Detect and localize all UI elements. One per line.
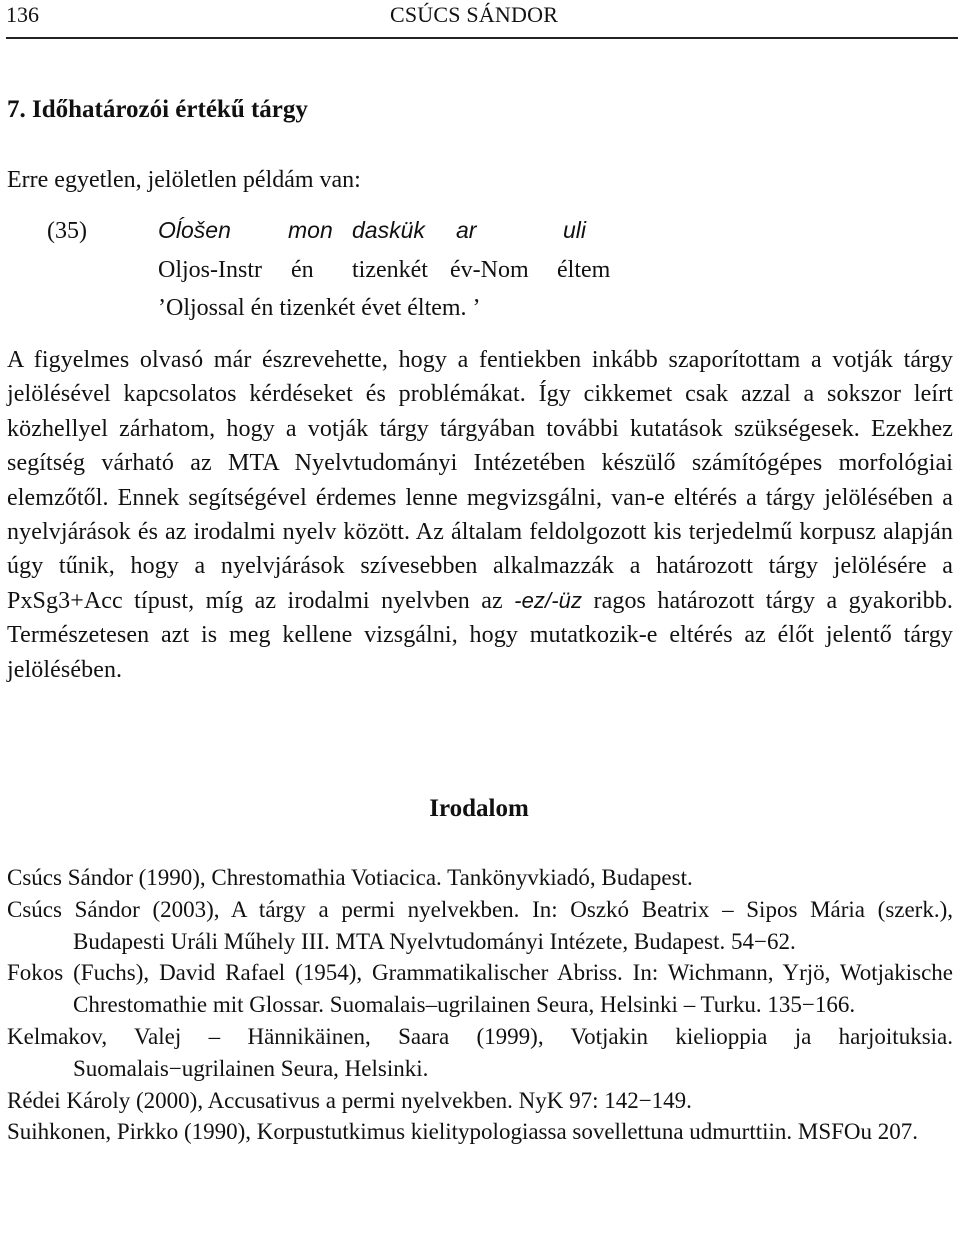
gloss-word: Oljos-Instr <box>158 257 262 283</box>
example-word: Oĺošen <box>158 217 231 243</box>
literature-heading <box>0 795 960 823</box>
header-rule <box>6 37 958 39</box>
gloss-word: éltem <box>557 257 611 283</box>
reference-item: Suihkonen, Pirkko (1990), Korpustutkimus kielitypologiassa sovellettuna udmurttiin. MSFOu 207. <box>7 1119 919 1145</box>
example-word: mon <box>288 217 333 243</box>
page-number: 136 <box>6 2 39 27</box>
example-translation: ’Oljossal én tizenkét évet éltem. ’ <box>158 295 481 321</box>
running-head: CSÚCS SÁNDOR <box>390 2 559 27</box>
example-word: daskük <box>352 217 425 243</box>
body-text-part1: A figyelmes olvasó már észrevehette, hogy a fentiekben inkább szaporítottam a votják tárgy jelölésével kapcsolatos kérdéseket és problémákat. Így cikkemet csak azzal a sokszor leírt közhellyel zárhatom, hogy a votják tárgy tárgyában további kutatások szükségesek. Ezekhez segítség várható az MTA Nyelvtudományi Intézetében készülő számítógépes morfológiai elemzőtől. Ennek segítségével érdemes lenne megvizsgálni, van-e eltérés a tárgy jelölésében a nyelvjárások és az irodalmi nyelv között. Az általam feldolgozott kis terjedelmű korpusz alapján úgy tűnik, hogy a nyelvjárások szívesebben alkalmazzák a határozott tárgy jelölésére a PxSg3+Acc típust, míg az irodalmi nyelvben az <box>7 347 953 614</box>
intro-sentence: Erre egyetlen, jelöletlen példám van: <box>7 167 361 193</box>
reference-item: Fokos (Fuchs), David Rafael (1954), Grammatikalischer Abriss. In: Wichmann, Yrjö, Wotjakische Chrestomathie mit Glossar. Suomalais–ugrilainen Seura, Helsinki – Turku. 135−166. <box>7 960 953 1018</box>
reference-item: Csúcs Sándor (1990), Chrestomathia Votiacica. Tankönyvkiadó, Budapest. <box>7 865 693 890</box>
reference-item: Rédei Károly (2000), Accusativus a permi nyelvekben. NyK 97: 142−149. <box>7 1087 692 1113</box>
example-word: uli <box>563 217 587 243</box>
reference-item: Kelmakov, Valej – Hännikäinen, Saara (1999), Votjakin kielioppia ja harjoituksia. Suomalais−ugrilainen Seura, Helsinki. <box>7 1023 953 1081</box>
literature-title: Irodalom <box>429 795 529 822</box>
section-title: 7. Időhatározói értékű tárgy <box>7 96 308 123</box>
reference-list <box>7 862 953 1148</box>
gloss-word: év-Nom <box>450 257 529 283</box>
example-word: ar <box>456 217 477 243</box>
body-paragraph <box>7 343 953 687</box>
body-text-part2: ragos határozott tárgy a gyakoribb. Természetesen azt is meg kellene vizsgálni, hogy mutatkozik-e eltérés az élőt jelentő tárgy jelölésében. <box>7 587 953 683</box>
gloss-word: én <box>291 257 314 283</box>
page-header <box>0 0 960 40</box>
gloss-word: tizenkét <box>352 257 428 283</box>
reference-item: Csúcs Sándor (2003), A tárgy a permi nyelvekben. In: Oszkó Beatrix – Sipos Mária (szerk.), Budapesti Uráli Műhely III. MTA Nyelvtudományi Intézete, Budapest. 54−62. <box>7 896 953 954</box>
suffix-italic: -ez/-üz <box>514 587 583 613</box>
example-number: (35) <box>47 218 87 244</box>
